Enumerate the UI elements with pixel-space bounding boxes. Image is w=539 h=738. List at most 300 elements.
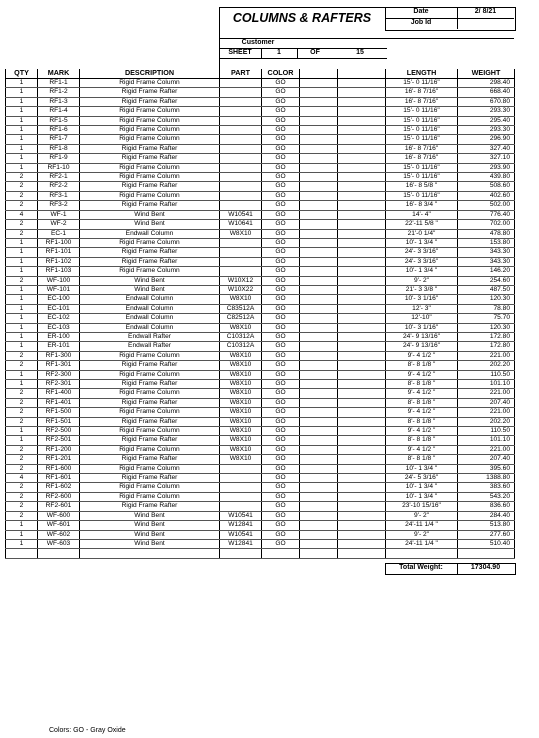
cell-weight: 395.60	[458, 464, 515, 473]
cell-part	[220, 97, 262, 106]
cell-description: Rigid Frame Rafter	[80, 455, 220, 464]
cell-weight: 478.80	[458, 229, 515, 238]
cell-part: W8X10	[220, 323, 262, 332]
cell-qty: 2	[6, 191, 38, 200]
cell-description: Rigid Frame Column	[80, 173, 220, 182]
cell-blank-2	[338, 342, 386, 351]
cell-blank-2	[338, 257, 386, 266]
cell-qty: 2	[6, 173, 38, 182]
cell-blank-2	[338, 492, 386, 501]
cell-qty: 2	[6, 445, 38, 454]
cell-mark: RF2-2	[38, 182, 80, 191]
date-value: 2/ 8/21	[474, 8, 497, 15]
table-row	[6, 248, 515, 257]
cell-weight: 668.40	[458, 88, 515, 97]
cell-length: 15'- 0 11/16"	[386, 135, 458, 144]
cell-description: Endwall Rafter	[80, 332, 220, 341]
cell-description: Wind Bent	[80, 539, 220, 548]
cell-qty: 2	[6, 511, 38, 520]
cell-qty: 2	[6, 229, 38, 238]
cell-weight: 293.30	[458, 126, 515, 135]
cell-blank-1	[300, 483, 338, 492]
cell-blank-1	[300, 417, 338, 426]
cell-qty: 1	[6, 436, 38, 445]
cell-color: GO	[262, 370, 300, 379]
table-row	[6, 445, 515, 454]
cell-description: Rigid Frame Rafter	[80, 248, 220, 257]
cell-part: W10541	[220, 530, 262, 539]
cell-part: C10312A	[220, 332, 262, 341]
cell-mark: WF-1	[38, 210, 80, 219]
cell-weight: 776.40	[458, 210, 515, 219]
cell-blank-2	[338, 220, 386, 229]
cell-weight: 78.80	[458, 304, 515, 313]
cell-part	[220, 88, 262, 97]
cell-weight: 327.10	[458, 154, 515, 163]
cell-mark: RF1-400	[38, 389, 80, 398]
cell-mark: RF1-2	[38, 88, 80, 97]
job-id-label: Job Id	[410, 19, 432, 26]
cell-weight: 202.20	[458, 361, 515, 370]
cell-color: GO	[262, 323, 300, 332]
cell-blank-2	[338, 295, 386, 304]
total-sheets: 15	[356, 49, 364, 56]
cell-mark: RF1-101	[38, 248, 80, 257]
table-row	[6, 88, 515, 97]
sheet-label: SHEET	[228, 49, 252, 56]
table-row	[6, 417, 515, 426]
cell-blank-2	[338, 267, 386, 276]
cell-blank-2	[338, 135, 386, 144]
cell-blank-2	[338, 229, 386, 238]
table-row	[6, 483, 515, 492]
cell-length: 16'- 8 3/4 "	[386, 201, 458, 210]
cell-color: GO	[262, 474, 300, 483]
cell-mark: RF1-100	[38, 238, 80, 247]
cell-blank-2	[338, 455, 386, 464]
cell-weight: 1388.80	[458, 474, 515, 483]
cell-empty	[38, 549, 80, 558]
cell-part	[220, 248, 262, 257]
cell-blank-2	[338, 417, 386, 426]
cell-blank-2	[338, 370, 386, 379]
cell-qty: 1	[6, 163, 38, 172]
col-description: DESCRIPTION	[80, 69, 220, 79]
table-row	[6, 210, 515, 219]
cell-blank-2	[338, 97, 386, 106]
cell-description: Wind Bent	[80, 210, 220, 219]
cell-mark: RF1-9	[38, 154, 80, 163]
cell-length: 9'- 2"	[386, 530, 458, 539]
cell-color: GO	[262, 464, 300, 473]
cell-length: 9'- 4 1/2 "	[386, 370, 458, 379]
cell-part	[220, 464, 262, 473]
cell-mark: RF1-201	[38, 455, 80, 464]
cell-blank-2	[338, 144, 386, 153]
cell-description: Rigid Frame Column	[80, 483, 220, 492]
cell-length: 16'- 8 7/16"	[386, 97, 458, 106]
cell-weight: 543.20	[458, 492, 515, 501]
cell-weight: 172.80	[458, 332, 515, 341]
table-row	[6, 323, 515, 332]
cell-weight: 296.90	[458, 135, 515, 144]
cell-color: GO	[262, 511, 300, 520]
cell-length: 9'- 2"	[386, 511, 458, 520]
cell-blank-1	[300, 144, 338, 153]
table-header-row	[6, 69, 515, 79]
cell-qty: 4	[6, 474, 38, 483]
cell-weight: 75.70	[458, 314, 515, 323]
cell-mark: RF3-1	[38, 191, 80, 200]
cell-length: 8'- 8 1/8 "	[386, 436, 458, 445]
total-weight-value: 17304.90	[470, 563, 501, 571]
cell-blank-2	[338, 116, 386, 125]
cell-part: W12841	[220, 539, 262, 548]
col-length: LENGTH	[386, 69, 458, 79]
cell-length: 24'- 3 3/16"	[386, 248, 458, 257]
cell-empty	[386, 549, 458, 558]
cell-mark: RF1-1	[38, 79, 80, 88]
cell-weight: 836.60	[458, 502, 515, 511]
cell-length: 15'- 0 11/16"	[386, 173, 458, 182]
cell-part: C10312A	[220, 342, 262, 351]
cell-part: W10X12	[220, 276, 262, 285]
cell-weight: 101.10	[458, 436, 515, 445]
cell-part: W8X10	[220, 295, 262, 304]
cell-blank-1	[300, 191, 338, 200]
col-qty: QTY	[6, 69, 38, 79]
cell-color: GO	[262, 276, 300, 285]
col-color: COLOR	[262, 69, 300, 79]
cell-weight: 101.10	[458, 380, 515, 389]
cell-color: GO	[262, 492, 300, 501]
cell-mark: RF1-601	[38, 474, 80, 483]
cell-color: GO	[262, 314, 300, 323]
cell-description: Rigid Frame Rafter	[80, 474, 220, 483]
cell-blank-2	[338, 126, 386, 135]
table-row	[6, 229, 515, 238]
parts-table	[5, 69, 515, 559]
cell-weight: 172.80	[458, 342, 515, 351]
cell-qty: 2	[6, 408, 38, 417]
cell-blank-1	[300, 238, 338, 247]
cell-blank-2	[338, 389, 386, 398]
cell-description: Rigid Frame Rafter	[80, 144, 220, 153]
cell-description: Rigid Frame Rafter	[80, 436, 220, 445]
sheet-header	[5, 7, 514, 69]
cell-mark: WF-600	[38, 511, 80, 520]
cell-mark: RF1-501	[38, 417, 80, 426]
cell-mark: RF2-1	[38, 173, 80, 182]
cell-length: 9'- 4 1/2 "	[386, 427, 458, 436]
cell-part	[220, 257, 262, 266]
cell-blank-1	[300, 304, 338, 313]
cell-blank-1	[300, 332, 338, 341]
cell-description: Rigid Frame Column	[80, 370, 220, 379]
cell-qty: 2	[6, 361, 38, 370]
cell-empty	[6, 549, 38, 558]
cell-part: W10541	[220, 210, 262, 219]
cell-mark: RF2-300	[38, 370, 80, 379]
cell-blank-2	[338, 398, 386, 407]
cell-blank-1	[300, 201, 338, 210]
cell-mark: WF-603	[38, 539, 80, 548]
cell-length: 8'- 8 1/8 "	[386, 361, 458, 370]
cell-blank-2	[338, 464, 386, 473]
cell-part: W8X10	[220, 370, 262, 379]
cell-length: 16'- 8 7/16"	[386, 144, 458, 153]
cell-length: 12'- 3"	[386, 304, 458, 313]
cell-weight: 120.30	[458, 295, 515, 304]
cell-weight: 487.50	[458, 285, 515, 294]
cell-mark: RF1-401	[38, 398, 80, 407]
cell-blank-1	[300, 455, 338, 464]
table-row	[6, 380, 515, 389]
cell-blank-1	[300, 79, 338, 88]
cell-color: GO	[262, 408, 300, 417]
cell-blank-2	[338, 238, 386, 247]
cell-length: 16'- 8 5/8 "	[386, 182, 458, 191]
cell-length: 15'- 0 11/16"	[386, 163, 458, 172]
cell-length: 21'-0 1/4"	[386, 229, 458, 238]
cell-qty: 1	[6, 427, 38, 436]
cell-qty: 4	[6, 210, 38, 219]
cell-blank-1	[300, 342, 338, 351]
cell-qty: 2	[6, 417, 38, 426]
cell-blank-2	[338, 408, 386, 417]
cell-blank-1	[300, 389, 338, 398]
cell-qty: 1	[6, 88, 38, 97]
cell-weight: 221.00	[458, 351, 515, 360]
cell-blank-1	[300, 248, 338, 257]
cell-blank-1	[300, 492, 338, 501]
table-row	[6, 144, 515, 153]
cell-description: Wind Bent	[80, 220, 220, 229]
cell-blank-1	[300, 267, 338, 276]
cell-qty: 1	[6, 304, 38, 313]
cell-length: 10'- 3 1/16"	[386, 295, 458, 304]
cell-qty: 1	[6, 107, 38, 116]
cell-mark: WF-101	[38, 285, 80, 294]
cell-color: GO	[262, 116, 300, 125]
cell-blank-2	[338, 521, 386, 530]
cell-color: GO	[262, 417, 300, 426]
cell-blank-1	[300, 257, 338, 266]
cell-part: W8X10	[220, 455, 262, 464]
cell-blank-2	[338, 163, 386, 172]
cell-blank-1	[300, 97, 338, 106]
cell-part	[220, 191, 262, 200]
cell-description: Wind Bent	[80, 285, 220, 294]
cell-mark: WF-602	[38, 530, 80, 539]
cell-description: Endwall Column	[80, 304, 220, 313]
cell-blank-1	[300, 323, 338, 332]
cell-weight: 295.40	[458, 116, 515, 125]
table-row	[6, 295, 515, 304]
cell-blank-2	[338, 201, 386, 210]
cell-color: GO	[262, 502, 300, 511]
cell-length: 22'-11 5/8 "	[386, 220, 458, 229]
cell-qty: 2	[6, 276, 38, 285]
cell-blank-1	[300, 295, 338, 304]
cell-qty: 1	[6, 126, 38, 135]
cell-mark: RF1-602	[38, 483, 80, 492]
cell-blank-2	[338, 248, 386, 257]
table-row	[6, 304, 515, 313]
col-blank-2	[338, 69, 386, 79]
cell-blank-2	[338, 182, 386, 191]
cell-description: Rigid Frame Rafter	[80, 380, 220, 389]
cell-part	[220, 107, 262, 116]
cell-color: GO	[262, 210, 300, 219]
table-row	[6, 511, 515, 520]
cell-mark: RF1-3	[38, 97, 80, 106]
cell-qty: 1	[6, 97, 38, 106]
cell-blank-2	[338, 314, 386, 323]
table-row	[6, 464, 515, 473]
cell-weight: 383.60	[458, 483, 515, 492]
table-row	[6, 492, 515, 501]
cell-part	[220, 502, 262, 511]
cell-qty: 1	[6, 342, 38, 351]
cell-blank-2	[338, 483, 386, 492]
cell-qty: 2	[6, 464, 38, 473]
cell-description: Rigid Frame Rafter	[80, 182, 220, 191]
cell-length: 24'-11 1/4 "	[386, 539, 458, 548]
table-row	[6, 126, 515, 135]
cell-blank-2	[338, 304, 386, 313]
cell-weight: 508.60	[458, 182, 515, 191]
table-row	[6, 427, 515, 436]
cell-color: GO	[262, 267, 300, 276]
cell-blank-1	[300, 539, 338, 548]
cell-description: Rigid Frame Column	[80, 238, 220, 247]
cell-mark: RF2-301	[38, 380, 80, 389]
cell-part: W8X10	[220, 380, 262, 389]
cell-part	[220, 126, 262, 135]
cell-blank-2	[338, 530, 386, 539]
cell-blank-1	[300, 135, 338, 144]
cell-weight: 120.30	[458, 323, 515, 332]
cell-description: Rigid Frame Rafter	[80, 361, 220, 370]
cell-blank-1	[300, 398, 338, 407]
cell-mark: RF1-4	[38, 107, 80, 116]
cell-mark: RF1-301	[38, 361, 80, 370]
cell-qty: 1	[6, 539, 38, 548]
cell-qty: 1	[6, 332, 38, 341]
cell-color: GO	[262, 332, 300, 341]
cell-part: W12841	[220, 521, 262, 530]
cell-part: C83512A	[220, 304, 262, 313]
cell-qty: 1	[6, 238, 38, 247]
cell-weight: 327.40	[458, 144, 515, 153]
cell-blank-2	[338, 107, 386, 116]
col-part: PART	[220, 69, 262, 79]
cell-qty: 1	[6, 144, 38, 153]
cell-color: GO	[262, 79, 300, 88]
cell-blank-1	[300, 530, 338, 539]
cell-weight: 284.40	[458, 511, 515, 520]
cell-length: 24'- 3 3/16"	[386, 257, 458, 266]
table-row	[6, 474, 515, 483]
cell-length: 9'- 4 1/2 "	[386, 389, 458, 398]
cell-color: GO	[262, 342, 300, 351]
table-row	[6, 342, 515, 351]
cell-description: Rigid Frame Rafter	[80, 417, 220, 426]
cell-blank-1	[300, 126, 338, 135]
cell-length: 14'- 4"	[386, 210, 458, 219]
table-row	[6, 370, 515, 379]
cell-length: 8'- 8 1/8 "	[386, 455, 458, 464]
table-row	[6, 201, 515, 210]
cell-blank-1	[300, 445, 338, 454]
col-mark: MARK	[38, 69, 80, 79]
cell-part	[220, 492, 262, 501]
cell-length: 10'- 1 3/4 "	[386, 238, 458, 247]
cell-color: GO	[262, 521, 300, 530]
cell-description: Rigid Frame Column	[80, 389, 220, 398]
cell-empty	[300, 549, 338, 558]
cell-qty: 1	[6, 370, 38, 379]
cell-color: GO	[262, 238, 300, 247]
cell-blank-2	[338, 539, 386, 548]
cell-description: Rigid Frame Rafter	[80, 154, 220, 163]
cell-description: Rigid Frame Column	[80, 191, 220, 200]
cell-empty	[80, 549, 220, 558]
cell-color: GO	[262, 220, 300, 229]
cell-description: Rigid Frame Rafter	[80, 502, 220, 511]
cell-mark: ER-100	[38, 332, 80, 341]
cell-blank-1	[300, 173, 338, 182]
cell-blank-1	[300, 408, 338, 417]
cell-blank-2	[338, 380, 386, 389]
table-row	[6, 107, 515, 116]
cell-qty: 1	[6, 79, 38, 88]
cell-weight: 221.00	[458, 445, 515, 454]
cell-qty: 1	[6, 267, 38, 276]
cell-weight: 343.30	[458, 248, 515, 257]
table-row	[6, 285, 515, 294]
cell-part: W8X10	[220, 398, 262, 407]
cell-blank-1	[300, 182, 338, 191]
cell-qty: 1	[6, 521, 38, 530]
cell-empty	[458, 549, 515, 558]
cell-mark: RF1-10	[38, 163, 80, 172]
table-row	[6, 502, 515, 511]
cell-part	[220, 201, 262, 210]
cell-length: 15'- 0 11/16"	[386, 107, 458, 116]
totals-row	[5, 559, 514, 573]
cell-description: Endwall Column	[80, 229, 220, 238]
cell-part: W10541	[220, 511, 262, 520]
table-row	[6, 238, 515, 247]
cell-qty: 2	[6, 483, 38, 492]
cell-qty: 1	[6, 323, 38, 332]
cell-mark: RF2-601	[38, 502, 80, 511]
cell-length: 24'- 9 13/16"	[386, 342, 458, 351]
cell-blank-1	[300, 276, 338, 285]
cell-blank-1	[300, 502, 338, 511]
cell-color: GO	[262, 107, 300, 116]
cell-qty: 1	[6, 380, 38, 389]
cell-blank-1	[300, 464, 338, 473]
cell-length: 10'- 1 3/4 "	[386, 464, 458, 473]
cell-empty	[262, 549, 300, 558]
table-row	[6, 173, 515, 182]
cell-mark: EC-100	[38, 295, 80, 304]
cell-color: GO	[262, 163, 300, 172]
cell-length: 24'-11 1/4 "	[386, 521, 458, 530]
